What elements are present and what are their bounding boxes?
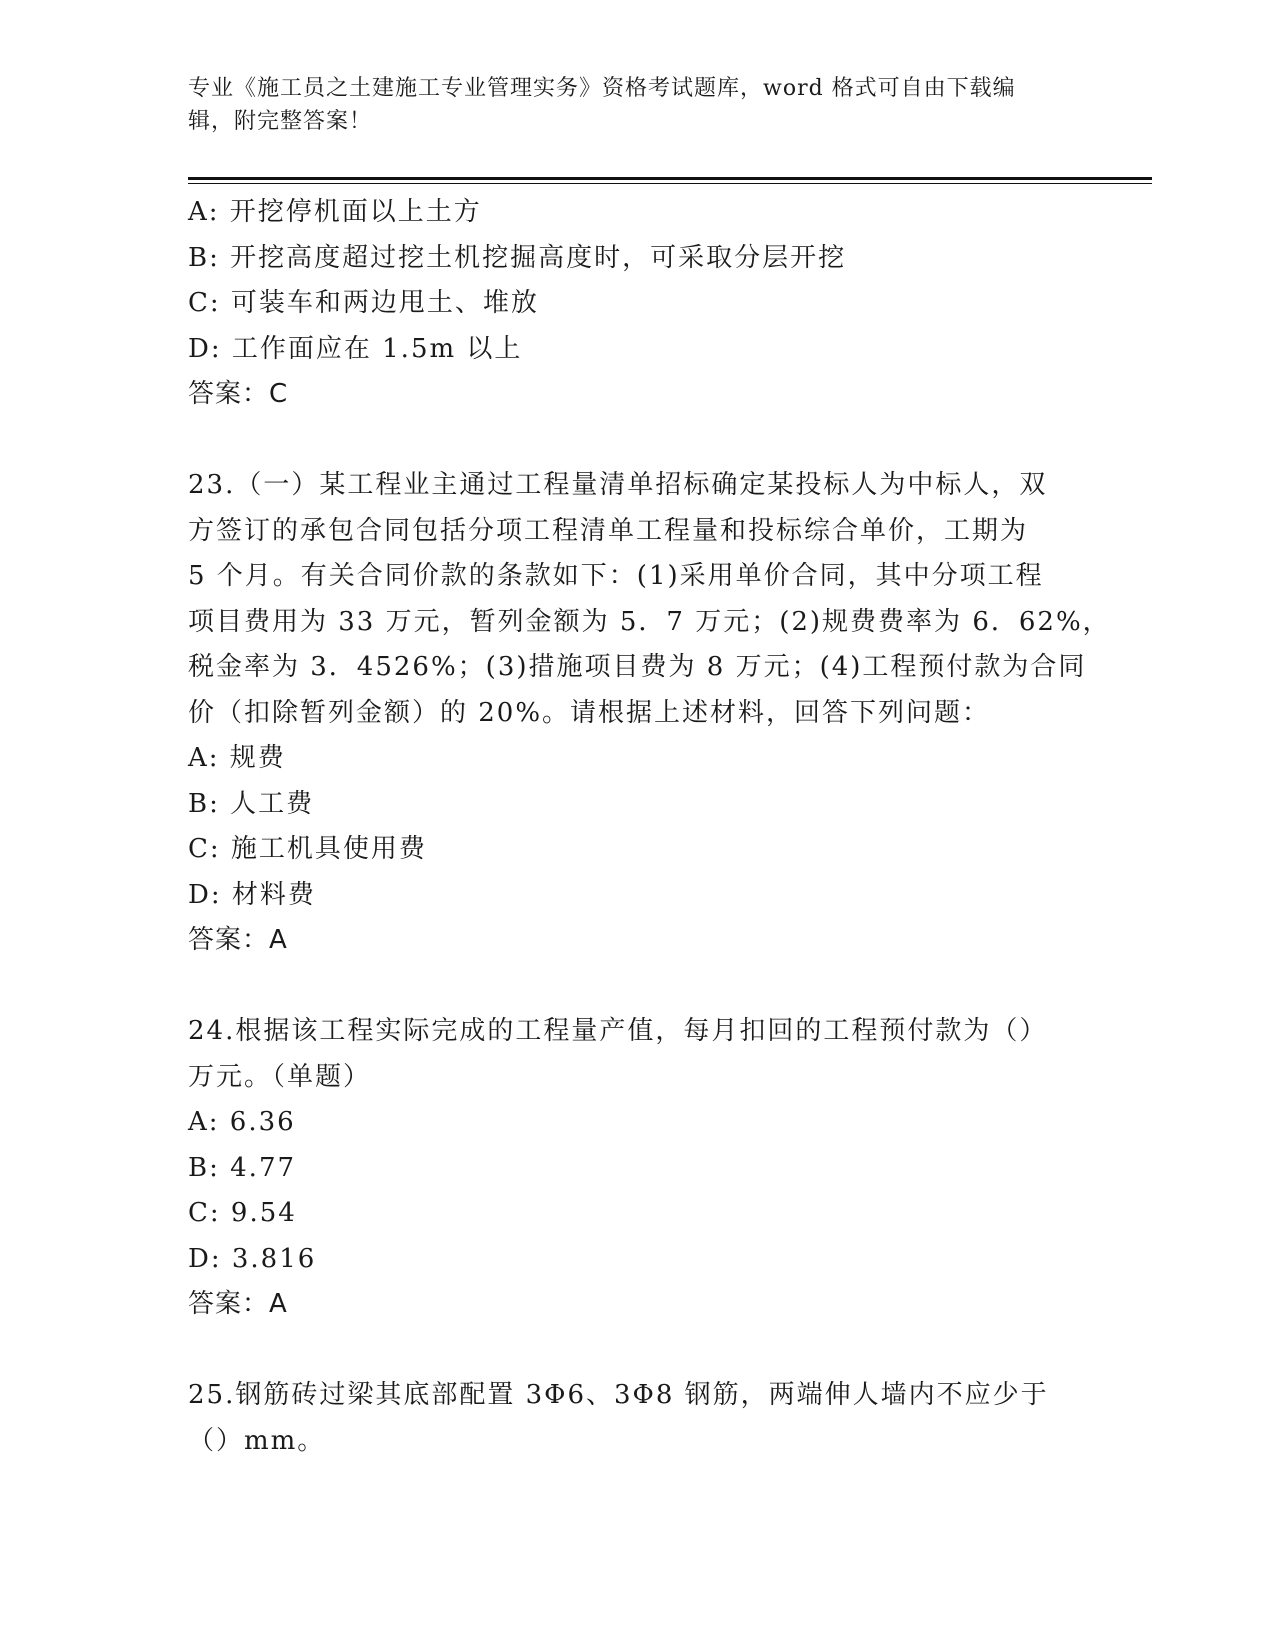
option-a: A: 开挖停机面以上土方	[188, 197, 482, 227]
spacer	[188, 964, 1088, 1010]
option-a: A: 规费	[188, 743, 286, 773]
question-23	[188, 463, 1111, 964]
option-b: B: 4.77	[188, 1152, 297, 1183]
spacer	[188, 1328, 1088, 1374]
option-a: A: 6.36	[188, 1107, 296, 1137]
option-b: B: 人工费	[188, 788, 315, 819]
question-content	[188, 190, 1111, 1464]
option-d: D: 工作面应在 1.5m 以上	[188, 333, 523, 364]
option-d: D: 3.816	[188, 1243, 317, 1274]
answer-line: 答案：A	[188, 1289, 288, 1319]
divider-thin-line	[188, 183, 1152, 184]
question-text-line: 25.钢筋砖过梁其底部配置 3Φ6、3Φ8 钢筋，两端伸人墙内不应少于	[188, 1380, 1049, 1410]
question-text-line: （）mm。	[188, 1425, 326, 1456]
question-text-line: 项目费用为 33 万元，暂列金额为 5．7 万元；(2)规费费率为 6．62%，	[188, 606, 1111, 637]
question-text-line: 税金率为 3．4526%；(3)措施项目费为 8 万元；(4)工程预付款为合同	[188, 652, 1087, 682]
option-c: C: 施工机具使用费	[188, 834, 427, 864]
spacer	[188, 418, 1088, 464]
question-text-line: 万元。（单题）	[188, 1061, 372, 1092]
option-c: C: 可装车和两边甩土、堆放	[188, 288, 539, 318]
question-text-line: 23.（一）某工程业主通过工程量清单招标确定某投标人为中标人，双	[188, 470, 1048, 500]
answer-line: 答案：C	[188, 379, 289, 409]
document-header	[188, 72, 1068, 138]
header-line-1: 专业《施工员之土建施工专业管理实务》资格考试题库，word 格式可自由下载编	[188, 76, 1016, 101]
header-line-2: 辑，附完整答案！	[188, 109, 373, 134]
divider-thick-line	[188, 177, 1152, 180]
question-22-options	[188, 190, 1088, 418]
option-b: B: 开挖高度超过挖土机挖掘高度时，可采取分层开挖	[188, 242, 847, 273]
header-divider	[188, 177, 1152, 184]
question-25	[188, 1373, 1088, 1464]
answer-line: 答案：A	[188, 925, 288, 955]
option-c: C: 9.54	[188, 1198, 297, 1228]
question-24	[188, 1009, 1088, 1328]
question-text-line: 24.根据该工程实际完成的工程量产值，每月扣回的工程预付款为（）	[188, 1016, 1048, 1046]
question-text-line: 价（扣除暂列金额）的 20%。请根据上述材料，回答下列问题：	[188, 697, 991, 728]
question-text-line: 方签订的承包合同包括分项工程清单工程量和投标综合单价，工期为	[188, 515, 1029, 546]
question-text-line: 5 个月。有关合同价款的条款如下：(1)采用单价合同，其中分项工程	[188, 561, 1044, 591]
option-d: D: 材料费	[188, 879, 316, 910]
